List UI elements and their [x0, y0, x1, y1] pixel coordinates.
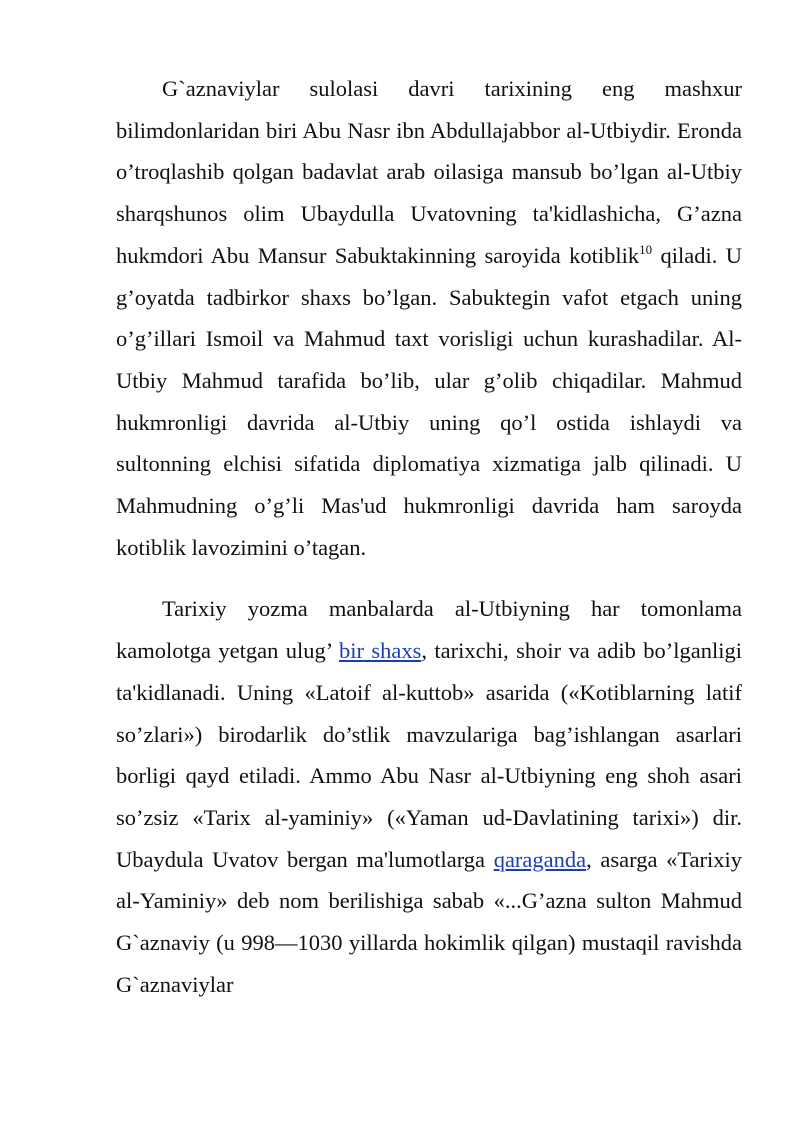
qaraganda-link[interactable]: qaraganda: [493, 846, 587, 872]
document-page: [116, 68, 742, 1005]
paragraph-2-text-a: Tarixiy yozma manbalarda al-Utbiyning har tomonlama kamolotga yetgan ulug’: [116, 596, 742, 664]
paragraph-1-text-b: qiladi. U g’oyatda tadbirkor shaxs bo’lgan. Sabuktegin vafot etgach uning o’g’illari Ismoil va Mahmud taxt vorisligi uchun kurashadilar. Al-Utbiy Mahmud tarafida bo’lib, ular g’olib chiqadilar. Mahmud hukmronligi davrida al-Utbiy uning qo’l ostida ishlaydi va sultonning elchisi sifatida diplomatiya xizmatiga jalb qilinadi. U Mahmudning o’g’li Mas'ud hukmronligi davrida ham saroyda kotiblik lavozimini o’tagan.: [116, 242, 742, 560]
paragraph-1: [116, 68, 742, 568]
paragraph-2: [116, 588, 742, 1005]
paragraph-1-text-a: G`aznaviylar sulolasi davri tarixining eng mashxur bilimdonlaridan biri Abu Nasr ibn Abdullajabbor al-Utbiydir. Eronda o’troqlashib qolgan badavlat arab oilasiga mansub bo’lgan al-Utbiy sharqshunos olim Ubaydulla Uvatovning ta'kidlashicha, G’azna hukmdori Abu Mansur Sabuktakinning saroyida kotiblik: [116, 76, 742, 268]
paragraph-2-text-b: , tarixchi, shoir va adib bo’lganligi ta'kidlanadi. Uning «Latoif al-kuttob» asarida («Kotiblarning latif so’zlari») birodarlik do’stlik mavzulariga bag’ishlangan asarlari borligi qayd etiladi. Ammo Abu Nasr al-Utbiyning eng shoh asari so’zsiz «Tarix al-yaminiy» («Yaman ud-Davlatining tarixi») dir. Ubaydula Uvatov bergan ma'lumotlarga: [116, 638, 742, 872]
paragraph-2-text-c: , asarga «Tarixiy al-Yaminiy» deb nom berilishiga sabab «...G’azna sulton Mahmud G`aznaviy (u 998—1030 yillarda hokimlik qilgan) mustaqil ravishda G`aznaviylar: [116, 846, 742, 997]
footnote-marker[interactable]: 10: [639, 241, 653, 257]
bir-shaxs-link[interactable]: bir shaxs: [338, 638, 422, 664]
